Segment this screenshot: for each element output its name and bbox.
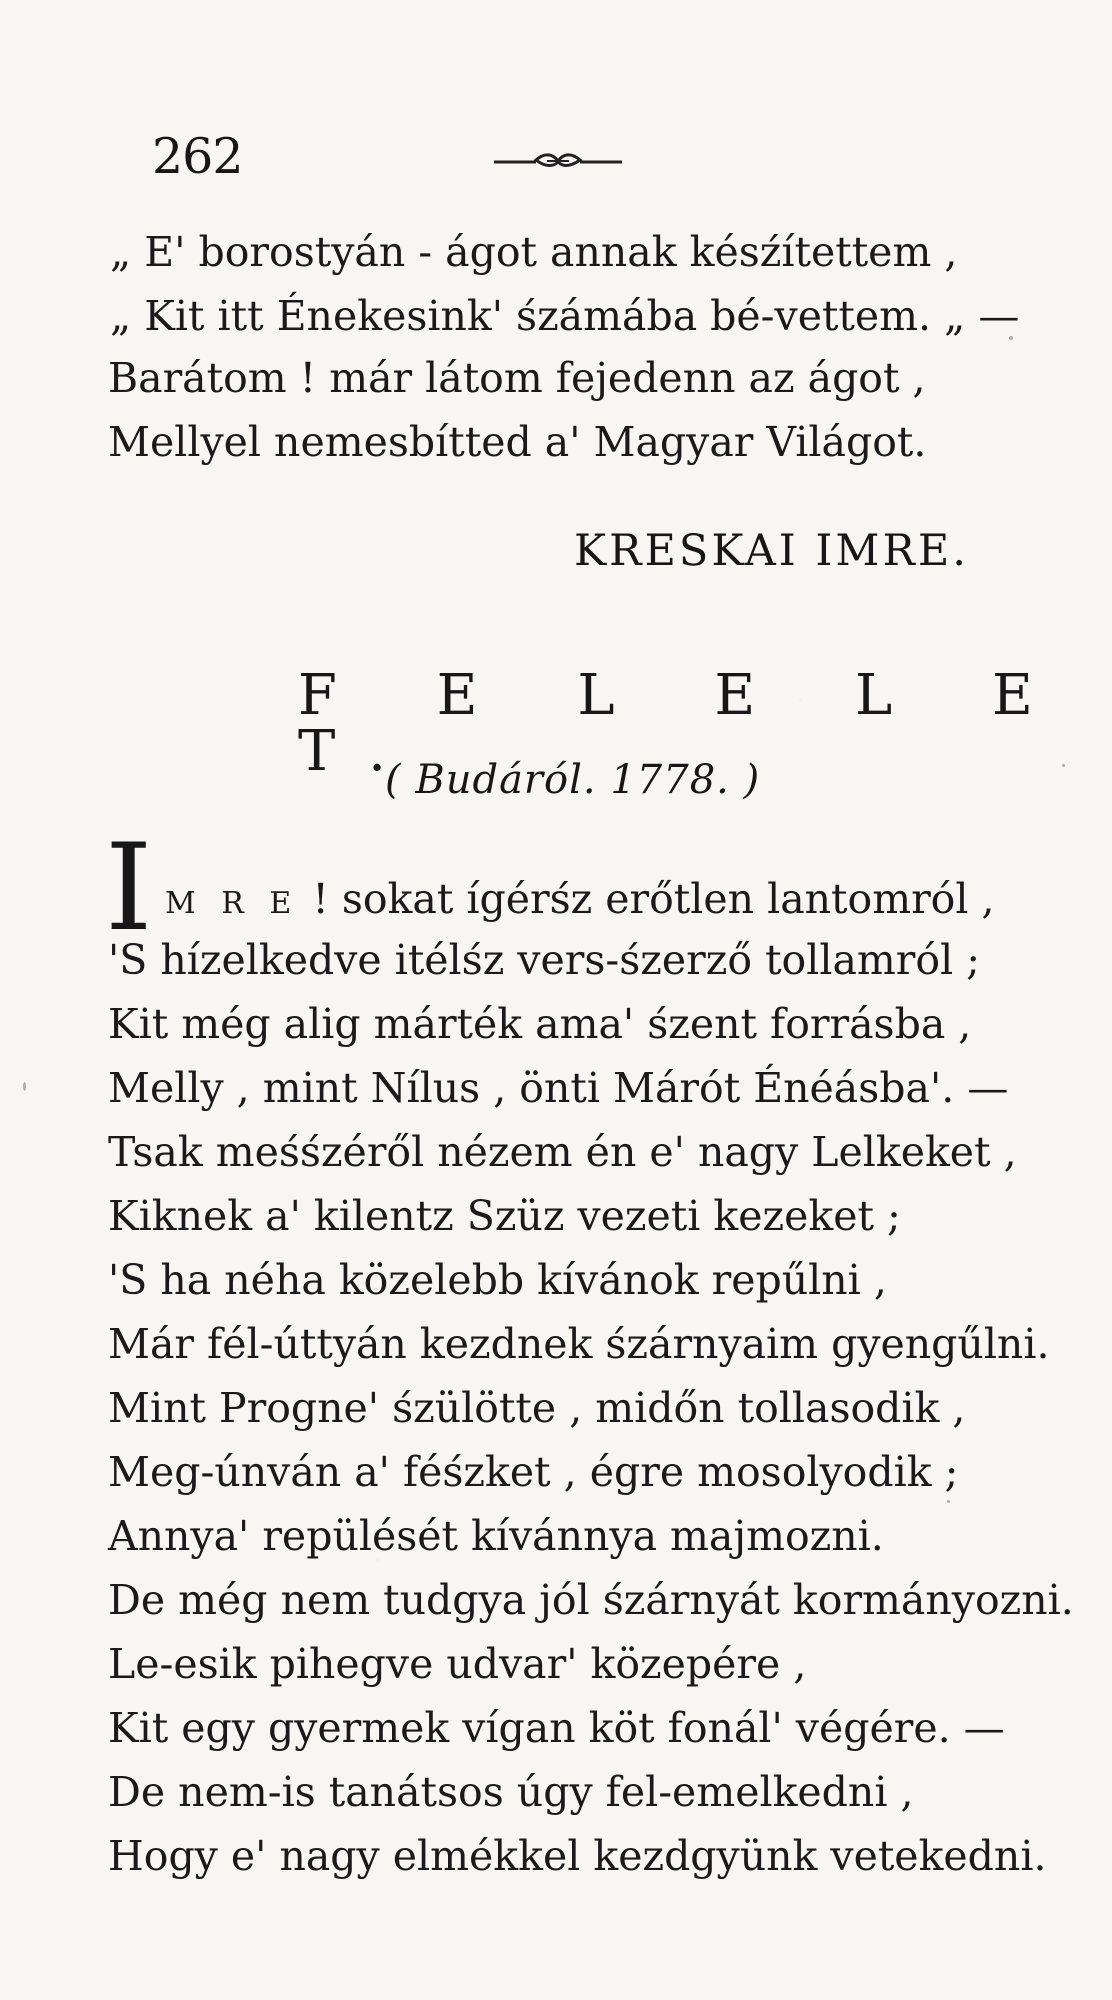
speck-mark: [23, 1082, 26, 1091]
speck-mark: [1009, 336, 1013, 340]
ornament-icon: [494, 150, 622, 172]
poem-line-9: Mint Progne' śzülötte , midőn tollasodik ,: [108, 1384, 966, 1432]
poem-line-8: Már fél-úttyán kezdnek śzárnyaim gyengűlni.: [108, 1320, 1050, 1368]
poem-title: F E L E L E T.: [298, 663, 1074, 784]
poem-line-6: Kiknek a' kilentz Szüz vezeti kezeket ;: [108, 1192, 901, 1240]
poem-line-4: Melly , mint Nílus , önti Márót Énéásba'. —: [108, 1064, 1009, 1112]
first-line-rest: ! sokat ígérśz erőtlen lantomról ,: [299, 875, 995, 923]
top-verse-line-4: Mellyel nemesbítted a' Magyar Világot.: [108, 418, 927, 466]
poem-line-16: Hogy e' nagy elmékkel kezdgyünk vetekedni.: [108, 1832, 1047, 1880]
poem-line-2: 'S hízelkedve itélśz vers-śzerző tollamról ;: [108, 936, 981, 984]
poem-line-7: 'S ha néha közelebb kívánok repűlni ,: [108, 1256, 887, 1304]
top-verse-line-2: „ Kit itt Énekesink' śzámába bé-vettem. „ —: [110, 292, 1020, 340]
poem-line-5: Tsak meśśzéről nézem én e' nagy Lelkeket ,: [108, 1128, 1017, 1176]
poem-line-15: De nem-is tanátsos úgy fel-emelkedni ,: [108, 1768, 914, 1816]
poem-line-3: Kit még alig márték ama' śzent forrásba ,: [108, 1000, 972, 1048]
poem-line-11: Annya' repülését kívánnya majmozni.: [108, 1512, 884, 1560]
page-number: 262: [152, 128, 243, 185]
poem-line-13: Le-esik pihegve udvar' közepére ,: [108, 1640, 807, 1688]
speck-mark: [947, 1500, 950, 1503]
author-signature: KRESKAI IMRE.: [574, 526, 969, 576]
poem-subtitle: ( Budáról. 1778. ): [385, 757, 761, 803]
drop-cap: I: [105, 819, 153, 958]
poem-line-14: Kit egy gyermek vígan köt fonál' végére. —: [108, 1704, 1005, 1752]
poem-line-12: De még nem tudgya jól śzárnyát kormányozni.: [108, 1576, 1074, 1624]
first-word: M R E: [165, 886, 300, 921]
top-verse-line-1: „ E' borostyán - ágot annak késźítettem ,: [110, 228, 958, 276]
poem-line-10: Meg-únván a' féśzket , égre mosolyodik ;: [108, 1448, 959, 1496]
speck-mark: [1062, 764, 1065, 767]
top-verse-line-3: Barátom ! már látom fejedenn az ágot ,: [108, 354, 926, 402]
poem-line-1: [165, 875, 995, 923]
